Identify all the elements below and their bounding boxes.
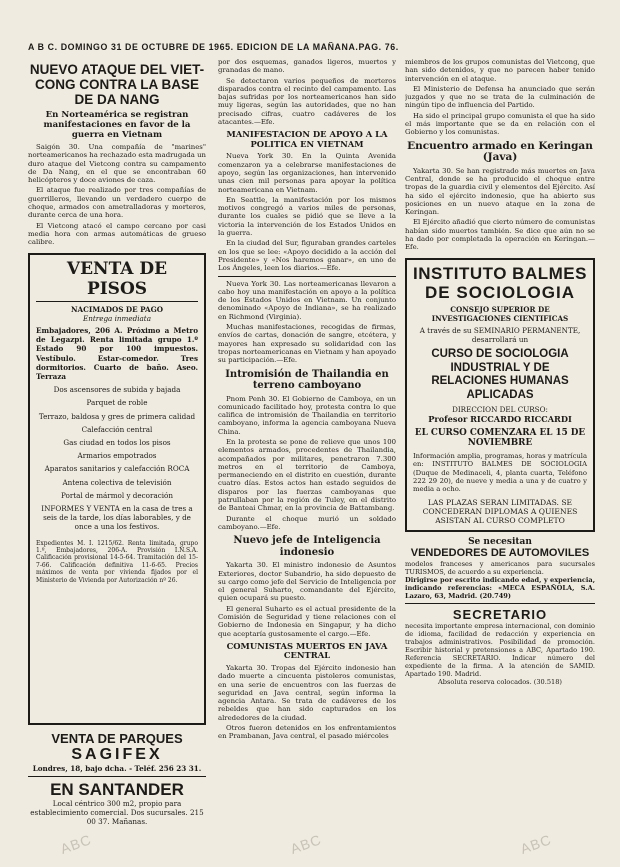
ad-direction: DIRECCION DEL CURSO: xyxy=(452,405,548,415)
paragraph: El Ministerio de Defensa ha anunciado que serán juzgados y que no se trata de la culminación de ningún tipo de influencia del Partido. xyxy=(405,84,595,110)
ad-legal: Expedientes M. I. 1215/62. Renta limitada, grupo 1.º, Embajadores, 206-A. Provisión I.N.S.A. Calificación provisional 14-5-64. Tramitación del 15-7-66. Calificación definitiva 11-6-65. Precios máximos de venta por vivienda fijados por el Ministerio de Vivienda por Autorización nº 26. xyxy=(36,539,198,584)
ad-info: Información amplia, programas, horas y matrícula en: INSTITUTO BALMES DE SOCIOLOGIA (Duque de Medinaceli, 4, planta cuarta, Teléfono 222 29 20), de nueve y media a una y de cuatro y media a ocho. xyxy=(413,451,587,494)
ad-venta-pisos xyxy=(28,253,206,725)
subhead: COMUNISTAS MUERTOS EN JAVA CENTRAL xyxy=(226,640,388,661)
ad-feature: Portal de mármol y decoración xyxy=(60,490,174,500)
ad-body: modelos franceses y americanos para sucursales TURISMOS, de acuerdo a su experiencia. xyxy=(405,559,595,576)
ad-title: VENDEDORES DE AUTOMOVILES xyxy=(410,546,590,559)
ad-instituto-balmes xyxy=(405,258,595,532)
ad-feature: Dos ascensores de subida y bajada xyxy=(53,385,181,395)
paragraph: Pnom Penh 30. El Gobierno de Camboya, en un comunicado facilitado hoy, protesta contra lo que califica de intromisión de Thailandia en territorio camboyano, informa la agencia camboyana Nueva China. xyxy=(218,394,396,436)
ad-entrega: Entrega inmediata xyxy=(83,313,151,323)
paragraph: por dos esquemas, ganados ligeros, muertos y granadas de mano. xyxy=(218,58,396,75)
column-right xyxy=(405,58,595,858)
column-left xyxy=(28,58,206,858)
paragraph: En Seattle, la manifestación por los mismos motivos congregó a varios miles de personas, durante los cuales se pidió que se lleve a la victoria la intervención de los Estados Unidos en la guerra. xyxy=(218,195,396,238)
ad-feature: Armarios empotrados xyxy=(77,451,157,461)
divider xyxy=(28,776,206,777)
ad-intro: A través de su SEMINARIO PERMANENTE, desarrollará un xyxy=(419,326,581,345)
ad-title: INSTITUTO BALMES xyxy=(413,263,587,283)
paragraph: En la protesta se pone de relieve que unos 100 elementos armados, procedentes de Thailandia, acompañados por militares, penetraron 7.300 metros en el territorio de Camboya, permaneciendo en el distrito en cuestión, durante cuatro días. Estos actos han estado seguidos de disparos por las fuerzas camboyanas que patrullaban por la región de Tuley, en el distrito de Banteai Chmar, en la provincia de Battambang. xyxy=(218,437,396,513)
ad-body: Local céntrico 300 m2, propio para establecimiento comercial. Dos sucursales. 215 00 37. Mañanas. xyxy=(30,798,204,827)
paragraph: Durante el choque murió un soldado camboyano.—Efe. xyxy=(218,514,396,531)
ad-feature: Parquet de roble xyxy=(86,398,148,408)
column-middle xyxy=(218,58,396,858)
paragraph: Otros fueron detenidos en los enfrentamientos en Prambanan, Java central, el pasado miércoles xyxy=(218,724,396,741)
ad-feature: Calefacción central xyxy=(81,424,153,434)
paragraph: Nueva York 30. Las norteamericanas llevaron a cabo hoy una manifestación en apoyo a la política de los Estados Unidos en Vietnam. Un conjunto denominado «Apoyo de Indiana», se ha realizado en Richmond (Virginia). xyxy=(218,279,396,321)
ad-closing: LAS PLAZAS SERAN LIMITADAS. SE CONCEDERAN DIPLOMAS A QUIENES ASISTAN AL CURSO COMPLETO xyxy=(422,497,578,526)
subhead: MANIFESTACION DE APOYO A LA POLITICA EN VIETNAM xyxy=(226,129,388,149)
divider xyxy=(218,276,396,277)
headline-line: DE DA NANG xyxy=(74,92,160,107)
paragraph: Yakarta 30. Tropas del Ejército indonesio han dado muerte a cincuenta pistoleros comunistas, en una serie de encuentros con las fuerzas de seguridad en Java central, según informa la agencia Antara. Se trata de cadáveres de los rebeldes que han sido capturados en los alrededores de la ciudad. xyxy=(218,663,396,722)
paragraph: El ataque fue realizado por tres compañías de guerrilleros, llevando un verdadero cuerpo de choque, armados con ametralladoras y morteros, durante cerca de una hora. xyxy=(28,186,206,220)
subhead: Encuentro armado en Keringan (Java) xyxy=(407,139,593,164)
ad-feature: INFORMES Y VENTA en la casa de tres a seis de la tarde, los días laborables, y de once a una los festivos. xyxy=(41,504,193,532)
divider xyxy=(405,603,595,604)
paragraph: miembros de los grupos comunistas del Vietcong, que han sido detenidos, y que no parecen haber tenido intervención en el ataque. xyxy=(405,58,595,83)
ad-start: EL CURSO COMENZARA EL 15 DE NOVIEMBRE xyxy=(414,427,586,449)
ad-end: Absoluta reserva colocados. (30.518) xyxy=(438,677,562,686)
subhead: Intromisión de Thailandia en terreno camboyano xyxy=(225,368,389,391)
paragraph: En la ciudad del Sur, figuraban grandes carteles en los que se lee: «Apoyo decidido a la acción del Presidente» y «Nos haremos ganar», en uno de Los Ángeles, leen los diarios.—Efe. xyxy=(218,239,396,273)
ad-council: CONSEJO SUPERIOR DE INVESTIGACIONES CIENTIFICAS xyxy=(431,304,569,323)
ad-santander xyxy=(28,780,206,827)
paragraph: Ha sido el principal grupo comunista el que ha sido el más importante que se da en relación con el Gobierno y los comunistas. xyxy=(405,111,595,137)
ad-body: Embajadores, 206 A. Próximo a Metro de Legazpi. Renta limitada grupo 1.º Estado 90 por 100 impuestos. Vestíbulo. Estar-comedor. Tres dormitorios. Cuarto de baño. Aseo. Terraza xyxy=(36,325,198,381)
subhead: En Norteamérica se registran manifestaciones en favor de la guerra en Vietnam xyxy=(43,110,191,140)
ad-feature: Antena colectiva de televisión xyxy=(62,477,172,487)
headline xyxy=(28,62,206,107)
ad-subtitle: NACIMADOS DE PAGO xyxy=(70,304,164,314)
running-header: A B C. DOMINGO 31 DE OCTUBRE DE 1965. EDICION DE LA MAÑANA.PAG. 76. xyxy=(28,42,399,52)
ad-venta-parques xyxy=(28,731,206,773)
ad-address: Londres, 18, bajo dcha. - Teléf. 256 23 31. xyxy=(32,763,202,773)
ad-title: EN SANTANDER xyxy=(50,779,184,799)
headline-line: NUEVO ATAQUE DEL VIET- xyxy=(29,62,205,77)
paragraph: El general Suharto es el actual presidente de la Comisión de Seguridad y tiene relaciones con el Gobierno de Indonesia en Singapur, y ha dicho que aceptaría gustosamente el cargo.—Efe. xyxy=(218,604,396,638)
watermark: ABC xyxy=(58,831,94,857)
paragraph: Yakarta 30. Se han registrado más muertes en Java Central, donde se ha producido el choque entre tropas de la guardia civil y elementos del Ejército. Así ha sido el ejército indonesio, que ha abierto sus posiciones en un nuevo ataque en la zona de Keringan. xyxy=(405,166,595,217)
ad-title: VENTA DE PISOS xyxy=(36,259,198,302)
ad-title: DE SOCIOLOGIA xyxy=(425,282,575,302)
paragraph: Nueva York 30. En la Quinta Avenida comenzaron ya a celebrarse manifestaciones de apoyo, según las organizaciones, han intervenido unas cien mil personas para apoyar la política norteamericana en Vietnam. xyxy=(218,152,396,194)
paragraph: Muchas manifestaciones, recogidas de firmas, envíos de cartas, donación de sangre, etcétera, y mayores han expresado su solidaridad con las tropas norteamericanas en Vietnam y han apoyado su participación.—Efe. xyxy=(218,323,396,365)
paragraph: El Ejército añadió que cierto número de comunistas habían sido muertos también. Se dice que aún no se ha dado por completada la operación en Keringan.—Efe. xyxy=(405,218,595,252)
ad-vendedores xyxy=(405,538,595,600)
ad-course: CURSO DE SOCIOLOGIA INDUSTRIAL Y DE RELACIONES HUMANAS APLICADAS xyxy=(431,348,569,401)
ad-secretario xyxy=(405,607,595,686)
ad-professor: Profesor RICCARDO RICCARDI xyxy=(428,413,572,424)
ad-need: Se necesitan xyxy=(468,536,532,547)
ad-brand: SAGIFEX xyxy=(71,745,163,763)
ad-body: necesita importante empresa internacional, con dominio de idioma, facilidad de redacción y experiencia en trabajos administrativos. Posibilidad de promoción. Escribir historial y pretensiones a ABC, Apartado 190. Referencia SECRETARIO. Indicar número del expediente de la firma. A la atención de SAMID. Apartado 190. Madrid. xyxy=(405,621,595,678)
paragraph: Se detectaron varios pequeños de morteros disparados contra el recinto del campamento. Las bajas sufridas por los norteamericanos han sido muy ligeras, según las autoridades, que no han precisado cifras, cuatro cadáveres de los atacantes.—Efe. xyxy=(218,76,396,127)
watermark: ABC xyxy=(288,831,324,857)
ad-title: VENTA DE PARQUES xyxy=(51,730,183,746)
ad-title: SECRETARIO xyxy=(452,606,548,622)
paragraph: El Vietcong atacó el campo cercano por casi media hora con armas automáticas de grueso calibre. xyxy=(28,221,206,247)
ad-feature: Terrazo, baldosa y gres de primera calidad xyxy=(38,411,196,421)
ad-feature: Aparatos sanitarios y calefacción ROCA xyxy=(44,464,190,474)
watermark: ABC xyxy=(518,831,554,857)
headline-line: CONG CONTRA LA BASE xyxy=(35,77,199,92)
ad-contact: Dirigirse por escrito indicando edad, y experiencia, indicando referencias: «MECA ESPAÑOLA, S.A. Lazaro, 63, Madrid. (20.749) xyxy=(405,575,595,600)
paragraph: Yakarta 30. El ministro indonesio de Asuntos Exteriores, doctor Subandrio, ha sido depuesto de su cargo como jefe del Servicio de Inteligencia por el general Suharto, comandante del Ejército, quien ocupará su puesto. xyxy=(218,561,396,603)
ad-feature: Gas ciudad en todos los pisos xyxy=(63,438,171,447)
subhead: Nuevo jefe de Inteligencia indonesio xyxy=(233,535,381,558)
paragraph: Saigón 30. Una compañía de "marines" norteamericanos ha rechazado esta madrugada un duro ataque del Vietcong contra su campamento de Da Nang, en el que se encontraban 60 helicópteros y doce aviones de caza. xyxy=(28,143,206,185)
